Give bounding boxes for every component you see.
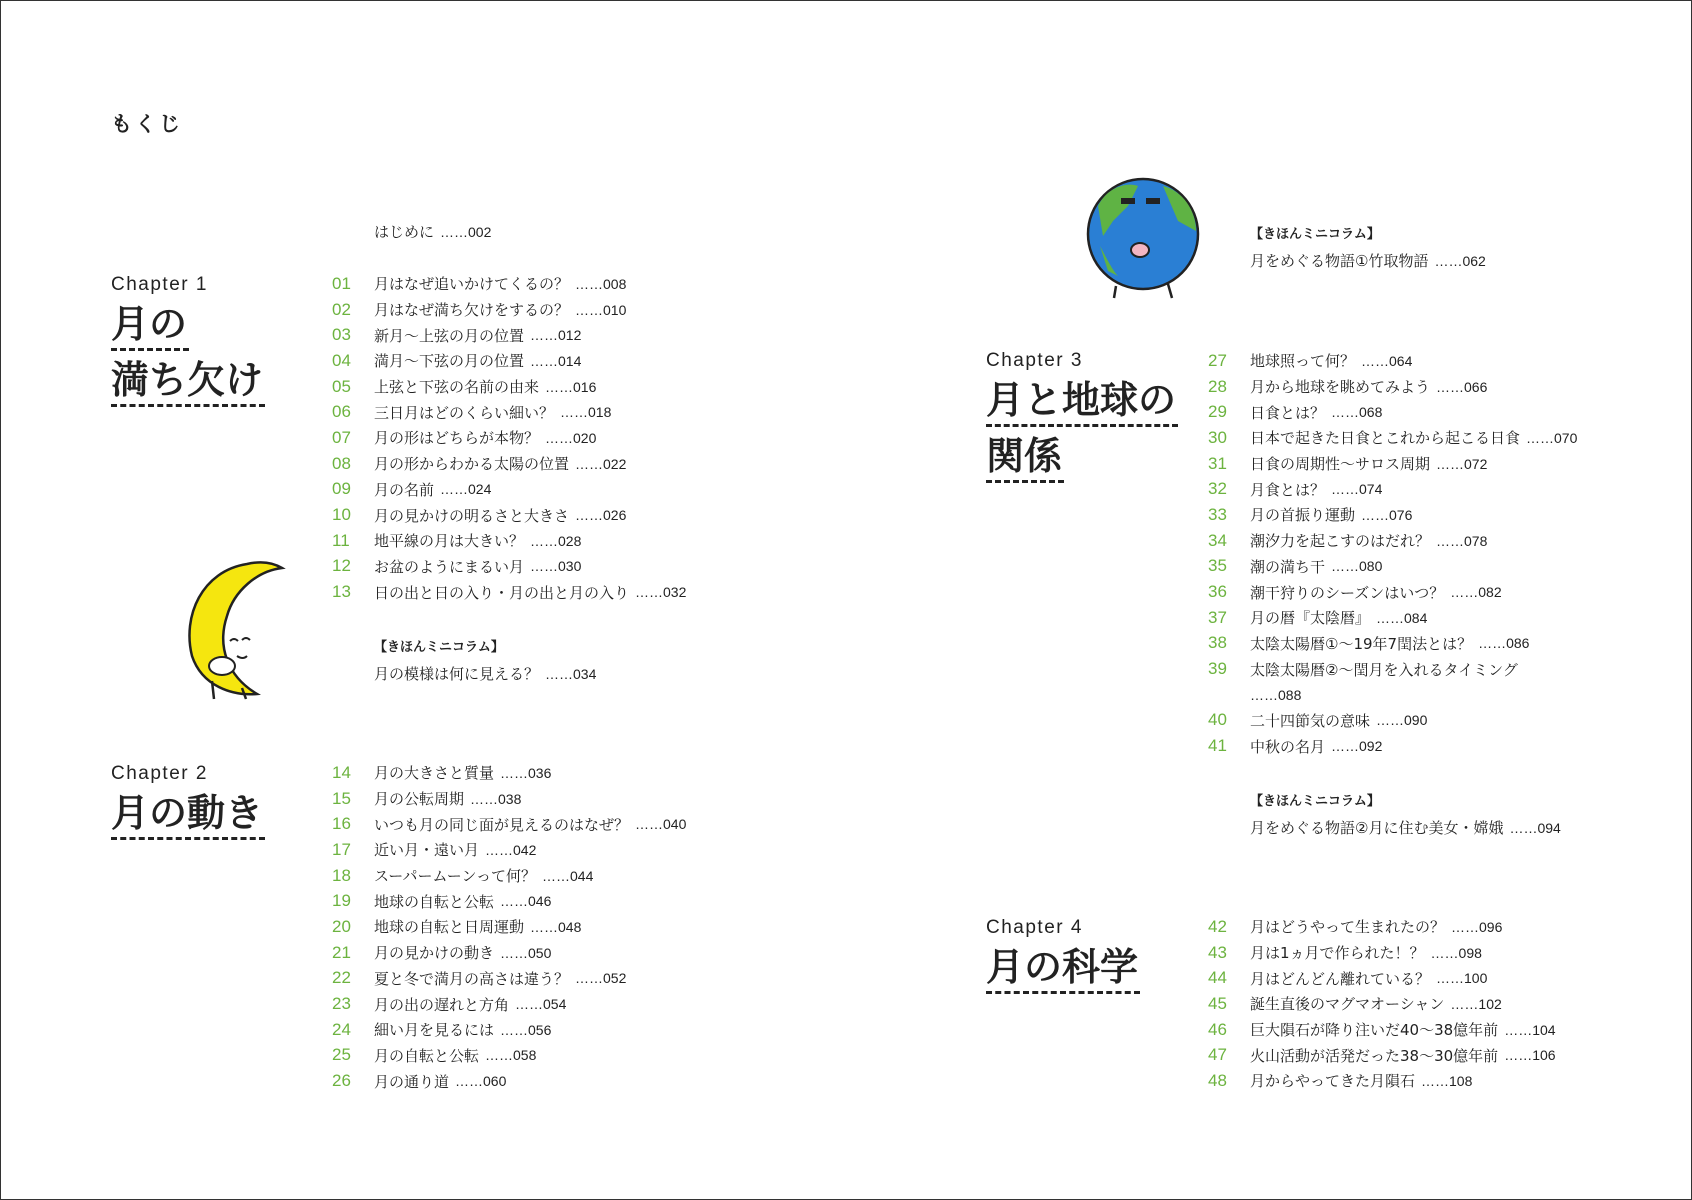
toc-entry[interactable]	[1208, 940, 1556, 966]
entry-page: ……022	[575, 455, 627, 472]
entry-page: ……074	[1331, 481, 1383, 498]
entry-title: 太陰太陽暦②～閏月を入れるタイミング	[1250, 660, 1518, 679]
toc-entry[interactable]	[332, 451, 686, 477]
entry-page: ……084	[1376, 609, 1428, 626]
mini-column-2[interactable]	[1250, 223, 1486, 271]
toc-entry[interactable]	[332, 554, 686, 580]
entry-page: ……024	[440, 481, 492, 498]
toc-entry[interactable]	[1208, 554, 1577, 580]
mini-column-label: 【きほんミニコラム】	[1250, 227, 1380, 242]
chapter-title-line: 月の	[111, 296, 265, 352]
entry-number: 17	[332, 839, 351, 859]
entry-page: ……098	[1430, 944, 1482, 961]
entry-page: ……032	[635, 584, 687, 601]
entry-title: 日本で起きた日食とこれから起こる日食	[1250, 429, 1521, 448]
entry-number: 01	[332, 273, 351, 293]
entry-number: 28	[1208, 376, 1227, 396]
entry-page: ……048	[530, 918, 582, 935]
entry-title: スーパームーンって何？	[374, 867, 537, 886]
entry-title: 月の形からわかる太陽の位置	[374, 455, 570, 474]
entry-number: 08	[332, 453, 351, 473]
entry-number: 24	[332, 1019, 351, 1039]
toc-entry[interactable]	[1208, 914, 1556, 940]
toc-entry[interactable]	[1208, 991, 1556, 1017]
entry-number: 22	[332, 968, 351, 988]
entry-page: ……106	[1504, 1047, 1556, 1064]
chapter-label: Chapter 3	[986, 350, 1083, 371]
entry-number: 04	[332, 350, 351, 370]
mini-column-page: ……062	[1434, 253, 1486, 269]
entry-page: ……060	[455, 1073, 507, 1090]
toc-entry[interactable]	[332, 477, 686, 503]
entry-title: 月の自転と公転	[374, 1046, 480, 1065]
entry-page: ……014	[530, 352, 582, 369]
entry-number: 39	[1208, 659, 1227, 679]
earth-character-icon	[1078, 176, 1213, 304]
entry-title: 月の名前	[374, 480, 435, 499]
entry-number: 09	[332, 479, 351, 499]
entry-number: 27	[1208, 350, 1227, 370]
entry-page: ……108	[1421, 1072, 1473, 1089]
chapter-1-header	[111, 274, 265, 408]
entry-page: ……088	[1250, 686, 1302, 703]
entry-number: 15	[332, 788, 351, 808]
entry-title: 月の公転周期	[374, 790, 465, 809]
toc-entry[interactable]	[332, 811, 686, 837]
entry-title: 日の出と日の入り・月の出と月の入り	[374, 583, 630, 602]
entry-page: ……086	[1478, 635, 1530, 652]
entry-number: 10	[332, 505, 351, 525]
entry-title: 三日月はどのくらい細い？	[374, 403, 555, 422]
toc-entry[interactable]	[332, 914, 686, 940]
chapter-title-line: 満ち欠け	[111, 352, 265, 408]
entry-title: 月の首振り運動	[1250, 506, 1356, 525]
intro-page: ……002	[440, 223, 492, 240]
entry-title: 潮干狩りのシーズンはいつ？	[1250, 583, 1445, 602]
entry-page: ……072	[1436, 455, 1488, 472]
entry-page: ……056	[500, 1021, 552, 1038]
entry-page: ……064	[1361, 352, 1413, 369]
entry-page: ……080	[1331, 558, 1383, 575]
toc-entry[interactable]	[1208, 631, 1577, 657]
toc-entry[interactable]	[1208, 399, 1577, 425]
mini-column-title: 月をめぐる物語①竹取物語	[1250, 252, 1429, 270]
toc-entry-continuation[interactable]	[1208, 682, 1577, 708]
entry-title: 誕生直後のマグマオーシャン	[1250, 995, 1445, 1014]
entry-number: 38	[1208, 633, 1227, 653]
toc-entry[interactable]	[332, 528, 686, 554]
entry-number: 41	[1208, 736, 1227, 756]
toc-entry[interactable]	[332, 786, 686, 812]
toc-entry[interactable]	[1208, 605, 1577, 631]
toc-entry[interactable]	[1208, 374, 1577, 400]
entry-title: 月は1ヵ月で作られた！？	[1250, 944, 1425, 963]
entry-page: ……016	[545, 378, 597, 395]
chapter-1-list	[332, 271, 686, 605]
toc-entry[interactable]	[332, 348, 686, 374]
entry-page: ……096	[1451, 918, 1503, 935]
chapter-4-header	[986, 917, 1140, 995]
entry-page: ……030	[530, 558, 582, 575]
crescent-moon-character-icon	[172, 556, 297, 706]
toc-entry[interactable]	[332, 374, 686, 400]
entry-number: 47	[1208, 1045, 1227, 1065]
entry-title: いつも月の同じ面が見えるのはなぜ？	[374, 815, 630, 834]
entry-title: 月の見かけの明るさと大きさ	[374, 506, 570, 525]
entry-number: 20	[332, 916, 351, 936]
entry-title: 日食の周期性～サロス周期	[1250, 455, 1431, 474]
entry-page: ……042	[485, 841, 537, 858]
intro-title: はじめに	[374, 223, 435, 242]
entry-title: 地球の自転と日周運動	[374, 918, 525, 937]
entry-number: 03	[332, 325, 351, 345]
entry-number: 42	[1208, 916, 1227, 936]
entry-page: ……052	[575, 970, 627, 987]
entry-page: ……068	[1331, 404, 1383, 421]
entry-number: 13	[332, 582, 351, 602]
entry-page: ……058	[485, 1047, 537, 1064]
entry-page: ……082	[1450, 584, 1502, 601]
toc-entry[interactable]	[332, 579, 686, 605]
entry-number: 33	[1208, 504, 1227, 524]
entry-number: 05	[332, 376, 351, 396]
chapter-label: Chapter 1	[111, 274, 208, 295]
toc-entry[interactable]	[1208, 965, 1556, 991]
entry-number: 46	[1208, 1019, 1227, 1039]
entry-number: 43	[1208, 942, 1227, 962]
entry-page: ……010	[575, 301, 627, 318]
toc-entry[interactable]	[332, 837, 686, 863]
entry-title: 中秋の名月	[1250, 737, 1326, 756]
entry-title: 細い月を見るには	[374, 1021, 495, 1040]
entry-number: 32	[1208, 479, 1227, 499]
toc-entry[interactable]	[332, 888, 686, 914]
entry-title: 日食とは？	[1250, 403, 1326, 422]
entry-page: ……102	[1450, 995, 1502, 1012]
toc-title: もくじ	[111, 112, 183, 136]
entry-number: 18	[332, 865, 351, 885]
entry-number: 02	[332, 299, 351, 319]
entry-title: 月の大きさと質量	[374, 764, 495, 783]
entry-number: 34	[1208, 530, 1227, 550]
entry-title: お盆のようにまるい月	[374, 557, 525, 576]
entry-number: 07	[332, 427, 351, 447]
entry-title: 巨大隕石が降り注いだ40～38億年前	[1250, 1021, 1499, 1040]
toc-entry[interactable]	[1208, 1042, 1556, 1068]
entry-page: ……090	[1376, 712, 1428, 729]
mini-column-title: 月をめぐる物語②月に住む美女・嫦娥	[1250, 819, 1504, 837]
entry-title: 月はどうやって生まれたの？	[1250, 918, 1446, 937]
entry-number: 48	[1208, 1070, 1227, 1090]
chapter-label: Chapter 4	[986, 917, 1083, 938]
entry-page: ……092	[1331, 738, 1383, 755]
toc-entry[interactable]	[332, 271, 686, 297]
entry-number: 06	[332, 402, 351, 422]
toc-entry[interactable]	[1208, 502, 1577, 528]
toc-entry[interactable]	[1208, 1068, 1556, 1094]
toc-entry[interactable]	[332, 322, 686, 348]
entry-title: 地球照って何？	[1250, 352, 1356, 371]
chapter-title-line: 関係	[986, 428, 1178, 484]
chapter-label: Chapter 2	[111, 763, 208, 784]
chapter-3-header	[986, 350, 1178, 484]
entry-title: 上弦と下弦の名前の由来	[374, 378, 540, 397]
entry-title: 潮の満ち干	[1250, 557, 1326, 576]
entry-page: ……020	[545, 429, 597, 446]
entry-title: 月からやってきた月隕石	[1250, 1072, 1416, 1091]
entry-number: 31	[1208, 453, 1227, 473]
entry-title: 月の出の遅れと方角	[374, 995, 510, 1014]
entry-title: 満月～下弦の月の位置	[374, 352, 525, 371]
toc-entry[interactable]	[332, 1043, 686, 1069]
entry-number: 40	[1208, 710, 1227, 730]
entry-title: 夏と冬で満月の高さは違う？	[374, 969, 570, 988]
toc-entry[interactable]	[332, 297, 686, 323]
entry-title: 太陰太陽暦①～19年7閏法とは？	[1250, 634, 1473, 653]
chapter-2-list	[332, 760, 686, 1094]
toc-entry[interactable]	[1208, 425, 1577, 451]
mini-column-1[interactable]	[374, 636, 596, 684]
entry-number: 19	[332, 891, 351, 911]
entry-number: 44	[1208, 968, 1227, 988]
toc-entry[interactable]	[332, 425, 686, 451]
mini-column-3[interactable]	[1250, 790, 1561, 838]
mini-column-page: ……094	[1509, 820, 1561, 836]
toc-entry[interactable]	[1208, 656, 1577, 682]
entry-page: ……026	[575, 507, 627, 524]
entry-page: ……018	[560, 404, 612, 421]
entry-number: 29	[1208, 402, 1227, 422]
toc-entry[interactable]	[332, 966, 686, 992]
entry-title: 月はなぜ追いかけてくるの？	[374, 275, 570, 294]
entry-page: ……044	[542, 867, 594, 884]
entry-title: 月の暦『太陰暦』	[1250, 609, 1371, 628]
entry-page: ……046	[500, 893, 552, 910]
entry-number: 11	[332, 530, 350, 550]
mini-column-label: 【きほんミニコラム】	[1250, 794, 1380, 809]
entry-number: 16	[332, 814, 351, 834]
chapter-2-header	[111, 763, 265, 841]
toc-entry[interactable]	[332, 502, 686, 528]
entry-page: ……070	[1526, 429, 1578, 446]
toc-entry[interactable]	[1208, 476, 1577, 502]
entry-number: 14	[332, 762, 351, 782]
chapter-4-list	[1208, 914, 1556, 1094]
entry-number: 21	[332, 942, 351, 962]
entry-number: 25	[332, 1045, 351, 1065]
entry-number: 45	[1208, 993, 1227, 1013]
entry-title: 月の見かけの動き	[374, 944, 495, 963]
entry-number: 30	[1208, 427, 1227, 447]
toc-entry[interactable]	[332, 863, 686, 889]
chapter-title-line: 月の科学	[986, 939, 1140, 995]
entry-title: 月食とは？	[1250, 480, 1326, 499]
entry-page: ……036	[500, 764, 552, 781]
entry-title: 二十四節気の意味	[1250, 711, 1371, 730]
entry-title: 月の形はどちらが本物？	[374, 429, 540, 448]
chapter-title-line: 月と地球の	[986, 372, 1178, 428]
entry-number: 23	[332, 994, 351, 1014]
entry-page: ……076	[1361, 506, 1413, 523]
entry-page: ……008	[575, 275, 627, 292]
entry-number: 37	[1208, 607, 1227, 627]
entry-title: 月はどんどん離れている？	[1250, 969, 1431, 988]
toc-entry[interactable]	[1208, 733, 1577, 759]
toc-entry[interactable]	[332, 1068, 686, 1094]
toc-entry[interactable]	[1208, 579, 1577, 605]
entry-page: ……066	[1436, 378, 1488, 395]
entry-page: ……040	[635, 816, 687, 833]
toc-entry[interactable]	[1208, 528, 1577, 554]
toc-entry[interactable]	[1208, 708, 1577, 734]
entry-page: ……050	[500, 944, 552, 961]
mini-column-label: 【きほんミニコラム】	[374, 640, 504, 655]
entry-page: ……100	[1436, 970, 1488, 987]
entry-title: 火山活動が活発だった38～30億年前	[1250, 1046, 1499, 1065]
toc-entry[interactable]	[1208, 348, 1577, 374]
entry-title: 近い月・遠い月	[374, 841, 480, 860]
toc-entry[interactable]	[1208, 1017, 1556, 1043]
toc-entry[interactable]	[332, 1017, 686, 1043]
entry-title: 新月～上弦の月の位置	[374, 326, 525, 345]
entry-title: 月の通り道	[374, 1072, 450, 1091]
entry-page: ……038	[470, 790, 522, 807]
chapter-title-line: 月の動き	[111, 785, 265, 841]
toc-entry[interactable]	[332, 940, 686, 966]
entry-page: ……078	[1436, 532, 1488, 549]
mini-column-title: 月の模様は何に見える？	[374, 665, 540, 683]
entry-number: 36	[1208, 582, 1227, 602]
entry-title: 月から地球を眺めてみよう	[1250, 378, 1431, 397]
toc-entry[interactable]	[332, 399, 686, 425]
entry-title: 地球の自転と公転	[374, 892, 495, 911]
toc-entry[interactable]	[1208, 451, 1577, 477]
intro-entry[interactable]	[374, 219, 491, 245]
entry-page: ……028	[530, 532, 582, 549]
entry-number: 26	[332, 1071, 351, 1091]
chapter-3-list	[1208, 348, 1577, 759]
toc-entry[interactable]	[332, 991, 686, 1017]
entry-page: ……104	[1504, 1021, 1556, 1038]
entry-title: 地平線の月は大きい？	[374, 532, 525, 551]
entry-page: ……054	[515, 996, 567, 1013]
toc-entry[interactable]	[332, 760, 686, 786]
mini-column-page: ……034	[545, 666, 597, 682]
entry-number: 12	[332, 556, 351, 576]
entry-title: 潮汐力を起こすのはだれ？	[1250, 532, 1431, 551]
entry-title: 月はなぜ満ち欠けをするの？	[374, 301, 570, 320]
entry-number: 35	[1208, 556, 1227, 576]
entry-page: ……012	[530, 327, 582, 344]
